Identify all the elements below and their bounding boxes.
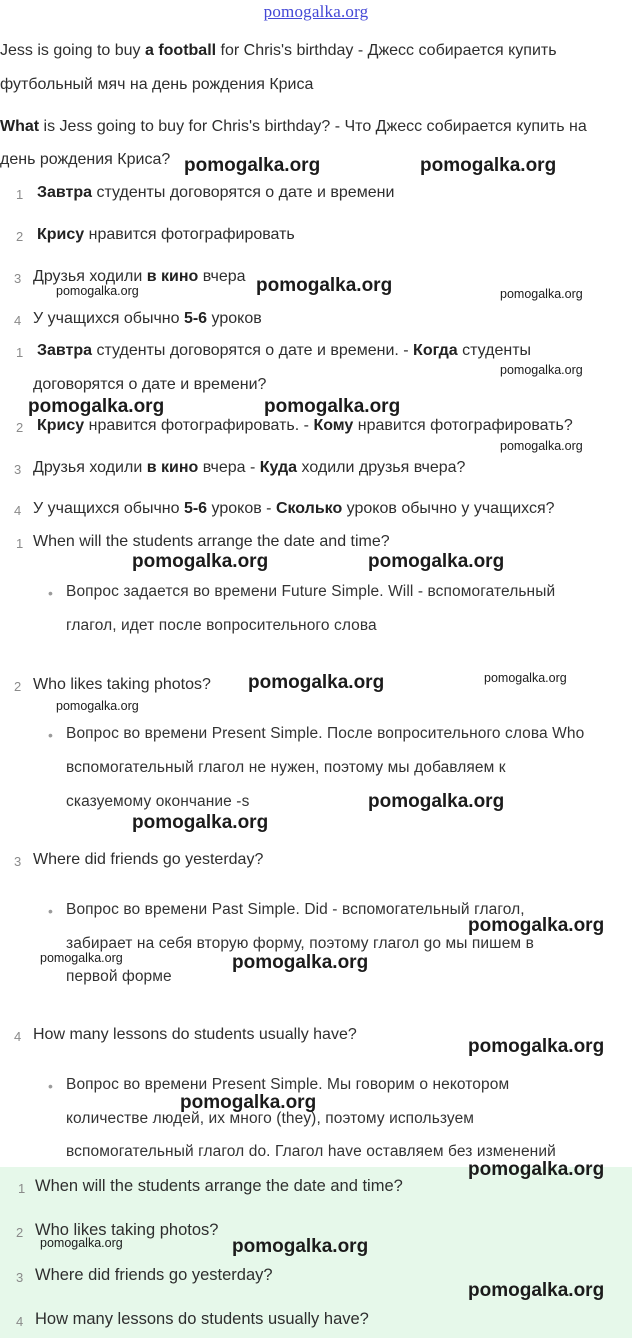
intro-question-line-1: What is Jess going to buy for Chris's birthday? - Что Джесс собирается купить на xyxy=(0,118,587,135)
watermark: pomogalka.org xyxy=(132,812,269,833)
answer-item: When will the students arrange the date and time? xyxy=(35,1177,403,1195)
explanation-line: количестве людей, их много (they), поэтому используем xyxy=(66,1110,475,1127)
watermark: pomogalka.org xyxy=(368,551,505,572)
sentence-item: Друзья ходили в кино вчера xyxy=(33,268,246,285)
watermark: pomogalka.org xyxy=(468,915,605,936)
sentence-item: Завтра студенты договорятся о дате и времени xyxy=(37,184,395,201)
watermark: pomogalka.org xyxy=(468,1159,605,1180)
question-en-item: Where did friends go yesterday? xyxy=(33,851,264,868)
watermark: pomogalka.org xyxy=(248,672,385,693)
question-en-item: When will the students arrange the date and time? xyxy=(33,533,390,550)
explanation-line: вспомогательный глагол не нужен, поэтому мы добавляем к xyxy=(66,759,506,776)
bullet-icon: • xyxy=(48,903,53,919)
intro-line-1: Jess is going to buy a football for Chris's birthday - Джесс собирается купить xyxy=(0,42,557,59)
question-en-item: Who likes taking photos? xyxy=(33,676,211,693)
answer-item: Where did friends go yesterday? xyxy=(35,1266,273,1284)
watermark: pomogalka.org xyxy=(40,951,123,965)
watermark: pomogalka.org xyxy=(468,1280,605,1301)
question-ru-item: Друзья ходили в кино вчера - Куда ходили друзья вчера? xyxy=(33,459,466,476)
list-number: 3 xyxy=(16,1270,24,1285)
list-number: 3 xyxy=(14,462,22,477)
list-number: 1 xyxy=(16,536,24,551)
site-link[interactable]: pomogalka.org xyxy=(263,2,369,21)
sentence-item: У учащихся обычно 5-6 уроков xyxy=(33,310,262,327)
question-ru-item: Крису нравится фотографировать. - Кому нравится фотографировать? xyxy=(37,417,573,434)
watermark: pomogalka.org xyxy=(40,1236,123,1250)
list-number: 2 xyxy=(16,420,24,435)
watermark: pomogalka.org xyxy=(184,155,321,176)
watermark: pomogalka.org xyxy=(56,284,139,298)
watermark: pomogalka.org xyxy=(500,287,583,301)
list-number: 3 xyxy=(14,271,22,286)
explanation-line: первой форме xyxy=(66,968,172,985)
bullet-icon: • xyxy=(48,585,53,601)
watermark: pomogalka.org xyxy=(468,1036,605,1057)
intro-question-line-2: день рождения Криса? xyxy=(0,151,171,168)
list-number: 4 xyxy=(16,1314,24,1329)
list-number: 2 xyxy=(16,229,24,244)
list-number: 1 xyxy=(18,1181,26,1196)
question-ru-item: Завтра студенты договорятся о дате и времени. - Когда студенты xyxy=(37,342,532,359)
explanation-line: Вопрос во времени Present Simple. После вопросительного слова Who xyxy=(66,725,585,742)
list-number: 1 xyxy=(16,187,24,202)
answer-item: Who likes taking photos? xyxy=(35,1221,219,1239)
watermark: pomogalka.org xyxy=(420,155,557,176)
list-number: 1 xyxy=(16,345,24,360)
watermark: pomogalka.org xyxy=(56,699,139,713)
explanation-line: Вопрос во времени Present Simple. Мы говорим о некотором xyxy=(66,1076,510,1093)
question-ru-item: У учащихся обычно 5-6 уроков - Сколько уроков обычно у учащихся? xyxy=(33,500,555,517)
list-number: 2 xyxy=(14,679,22,694)
list-number: 4 xyxy=(14,313,22,328)
list-number: 4 xyxy=(14,503,22,518)
list-number: 4 xyxy=(14,1029,22,1044)
explanation-line: сказуемому окончание -s xyxy=(66,793,250,810)
watermark: pomogalka.org xyxy=(368,791,505,812)
explanation-line: забирает на себя вторую форму, поэтому глагол go мы пишем в xyxy=(66,935,534,952)
watermark: pomogalka.org xyxy=(28,396,165,417)
explanation-line: Вопрос во времени Past Simple. Did - вспомогательный глагол, xyxy=(66,901,525,918)
watermark: pomogalka.org xyxy=(500,363,583,377)
watermark: pomogalka.org xyxy=(132,551,269,572)
watermark: pomogalka.org xyxy=(500,439,583,453)
watermark: pomogalka.org xyxy=(484,671,567,685)
answer-item: How many lessons do students usually have? xyxy=(35,1310,369,1328)
watermark: pomogalka.org xyxy=(264,396,401,417)
bullet-icon: • xyxy=(48,727,53,743)
intro-line-2: футбольный мяч на день рождения Криса xyxy=(0,76,314,93)
question-en-item: How many lessons do students usually have? xyxy=(33,1026,357,1043)
explanation-line: вспомогательный глагол do. Глагол have оставляем без изменений xyxy=(66,1143,556,1160)
watermark: pomogalka.org xyxy=(232,952,369,973)
explanation-line: Вопрос задается во времени Future Simple. Will - вспомогательный xyxy=(66,583,556,600)
question-ru-item-cont: договорятся о дате и времени? xyxy=(33,376,267,393)
sentence-item: Крису нравится фотографировать xyxy=(37,226,295,243)
watermark: pomogalka.org xyxy=(232,1236,369,1257)
watermark: pomogalka.org xyxy=(180,1092,317,1113)
watermark: pomogalka.org xyxy=(256,275,393,296)
bullet-icon: • xyxy=(48,1078,53,1094)
list-number: 2 xyxy=(16,1225,24,1240)
explanation-line: глагол, идет после вопросительного слова xyxy=(66,617,377,634)
list-number: 3 xyxy=(14,854,22,869)
